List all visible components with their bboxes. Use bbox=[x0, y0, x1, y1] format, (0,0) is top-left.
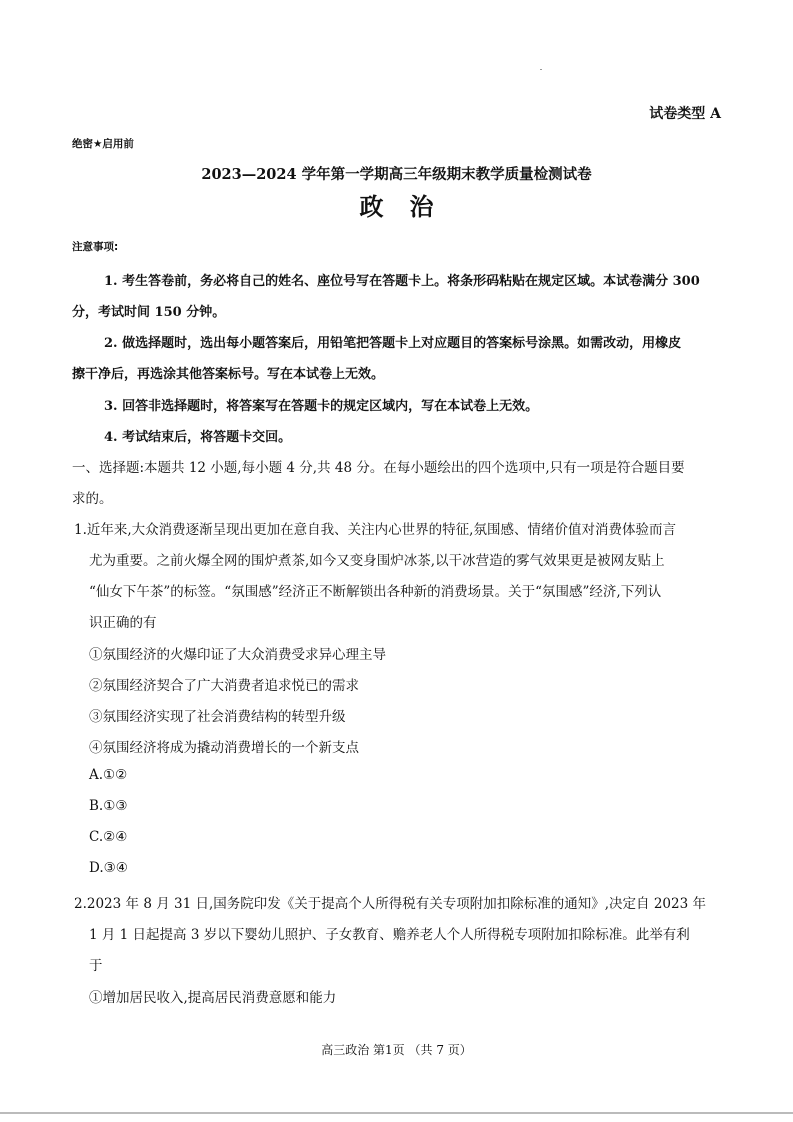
notice-heading: 注意事项: bbox=[72, 241, 119, 253]
q2-stem-line-2: 1 月 1 日起提高 3 岁以下婴幼儿照护、子女教育、赡养老人个人所得税专项附加扣除标准。此举有利 bbox=[89, 927, 690, 943]
notice-line-2-cont: 擦干净后，再选涂其他答案标号。写在本试卷上无效。 bbox=[72, 367, 385, 382]
q1-statement-1: ①氛围经济的火爆印证了大众消费受求异心理主导 bbox=[89, 647, 386, 663]
section-heading: 一、选择题:本题共 12 小题,每小题 4 分,共 48 分。在每小题绘出的四个选项中,只有一项是符合题目要 bbox=[72, 460, 685, 476]
q2-stem-line-3: 于 bbox=[89, 958, 103, 974]
q1-stem-line-4: 识正确的有 bbox=[89, 615, 157, 631]
paper-type-label: 试卷类型 A bbox=[649, 106, 721, 122]
subject-title: 政治 bbox=[359, 192, 460, 221]
notice-line-2: 2. 做选择题时，选出每小题答案后，用铅笔把答题卡上对应题目的答案标号涂黑。如需改动，用橡皮 bbox=[104, 336, 682, 351]
q2-statement-1: ①增加居民收入,提高居民消费意愿和能力 bbox=[89, 990, 337, 1006]
q1-stem-line-3: “仙女下午茶”的标签。“氛围感”经济正不断解锁出各种新的消费场景。关于“氛围感”经济,下列认 bbox=[89, 584, 662, 600]
section-heading-cont: 求的。 bbox=[72, 491, 113, 507]
q2-stem-line-1: 2.2023 年 8 月 31 日,国务院印发《关于提高个人所得税有关专项附加扣除标准的通知》,决定自 2023 年 bbox=[74, 896, 706, 912]
confidential-mark: 绝密★启用前 bbox=[72, 138, 134, 150]
bottom-rule bbox=[0, 1112, 793, 1114]
q1-statement-3: ③氛围经济实现了社会消费结构的转型升级 bbox=[89, 709, 346, 725]
q1-option-d: D.③④ bbox=[89, 860, 128, 876]
notice-line-4: 4. 考试结束后，将答题卡交回。 bbox=[104, 430, 292, 445]
q1-stem-line-1: 1.近年来,大众消费逐渐呈现出更加在意自我、关注内心世界的特征,氛围感、情绪价值对消费体验而言 bbox=[74, 522, 676, 538]
q1-option-b: B.①③ bbox=[89, 798, 128, 814]
q1-stem-line-2: 尤为重要。之前火爆全网的围炉煮茶,如今又变身围炉冰茶,以干冰营造的雾气效果更是被网友贴上 bbox=[89, 553, 665, 569]
notice-line-3: 3. 回答非选择题时，将答案写在答题卡的规定区域内，写在本试卷上无效。 bbox=[104, 399, 539, 414]
notice-line-1-cont: 分，考试时间 150 分钟。 bbox=[72, 305, 226, 320]
notice-line-1: 1. 考生答卷前，务必将自己的姓名、座位号写在答题卡上。将条形码粘贴在规定区域。本试卷满分 300 bbox=[104, 274, 700, 289]
q1-statement-4: ④氛围经济将成为撬动消费增长的一个新支点 bbox=[89, 740, 359, 756]
page-footer: 高三政治 第1页 （共 7 页） bbox=[321, 1043, 472, 1057]
q1-option-a: A.①② bbox=[89, 767, 128, 783]
q1-statement-2: ②氛围经济契合了广大消费者追求悦已的需求 bbox=[89, 678, 359, 694]
q1-option-c: C.②④ bbox=[89, 829, 128, 845]
scan-speck bbox=[540, 69, 542, 70]
exam-title: 2023—2024 学年第一学期高三年级期末教学质量检测试卷 bbox=[201, 166, 592, 183]
